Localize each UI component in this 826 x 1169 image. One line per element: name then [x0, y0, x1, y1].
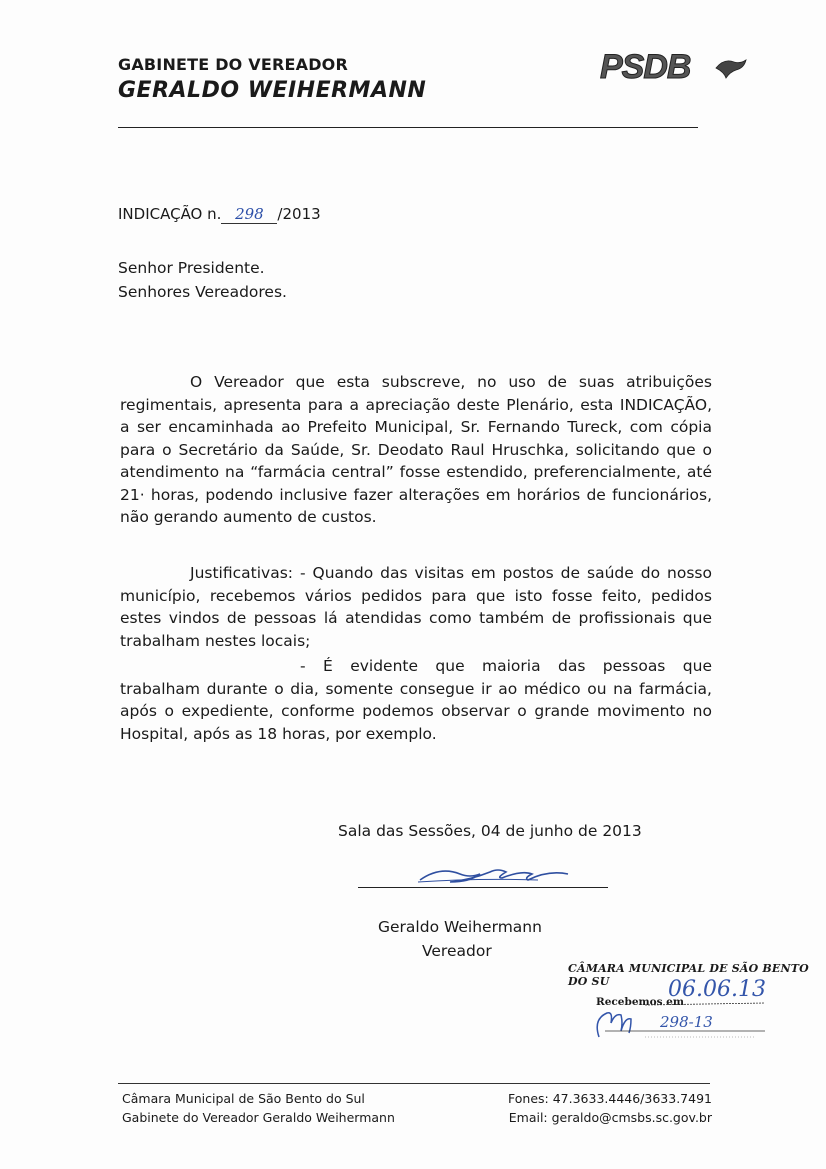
footer-chamber: Câmara Municipal de São Bento do Sul — [122, 1091, 365, 1106]
indication-number: 298 — [221, 205, 277, 224]
body-paragraph-3 — [120, 655, 712, 745]
salutation — [118, 256, 287, 304]
handwritten-signature — [410, 858, 620, 888]
signer-role: Vereador — [422, 942, 492, 960]
footer-divider — [118, 1083, 710, 1084]
footer-phones: Fones: 47.3633.4446/3633.7491 — [508, 1091, 712, 1106]
receipt-stamp-marks — [585, 975, 775, 1047]
signature-line — [358, 887, 608, 888]
body-paragraph-2 — [120, 562, 712, 652]
receipt-stamp-title: CÂMARA MUNICIPAL DE SÃO BENTO DO SU — [568, 962, 809, 988]
indication-prefix: INDICAÇÃO n. — [118, 205, 222, 223]
office-title: GABINETE DO VEREADOR — [118, 55, 348, 74]
indication-year: /2013 — [277, 205, 321, 223]
councilor-name-heading: GERALDO WEIHERMANN — [118, 78, 427, 103]
receipt-date: 06.06.13 — [668, 977, 766, 1002]
salutation-president: Senhor Presidente. — [118, 259, 265, 277]
signer-name: Geraldo Weihermann — [378, 918, 542, 936]
footer-office: Gabinete do Vereador Geraldo Weihermann — [122, 1110, 395, 1125]
paragraph-3-text: trabalham durante o dia, somente consegue ir ao médico ou na farmácia, após o expediente, conforme podemos observar o grande movimento no Hospital, após as 18 horas, por exemplo. — [120, 679, 712, 743]
receipt-stamp-label: Recebemos em — [596, 996, 684, 1008]
psdb-logo — [598, 46, 748, 86]
paragraph-2-text: Justificativas: - Quando das visitas em postos de saúde do nosso município, recebemos vários pedidos para que isto fosse feito, pedidos estes vindos de pessoas lá atendidas como também de profissionais que trabalham nestes locais; — [120, 564, 712, 650]
psdb-logo-text: PSDB — [600, 48, 691, 86]
receipt-protocol-number: 298-13 — [660, 1013, 713, 1031]
paragraph-3-first-line: - É evidente que maioria das pessoas que — [300, 657, 712, 675]
header-divider — [118, 127, 698, 128]
place-and-date: Sala das Sessões, 04 de junho de 2013 — [338, 822, 642, 840]
indication-number-line — [118, 205, 321, 224]
paragraph-1-text: O Vereador que esta subscreve, no uso de suas atribuições regimentais, apresenta para a apreciação deste Plenário, esta INDICAÇÃO, a ser encaminhada ao Prefeito Municipal, Sr. Fernando Tureck, com cópia para o Secretário da Saúde, Sr. Deodato Raul Hruschka, solicitando que o atendimento na “farmácia central” fosse estendido, preferencialmente, até 21· horas, podendo inclusive fazer alterações em horários de funcionários, não gerando aumento de custos. — [120, 373, 712, 526]
footer-right — [508, 1089, 712, 1127]
body-paragraph-1 — [120, 371, 712, 529]
footer-email: Email: geraldo@cmsbs.sc.gov.br — [508, 1110, 712, 1125]
footer-left — [122, 1089, 395, 1127]
salutation-councilors: Senhores Vereadores. — [118, 283, 287, 301]
